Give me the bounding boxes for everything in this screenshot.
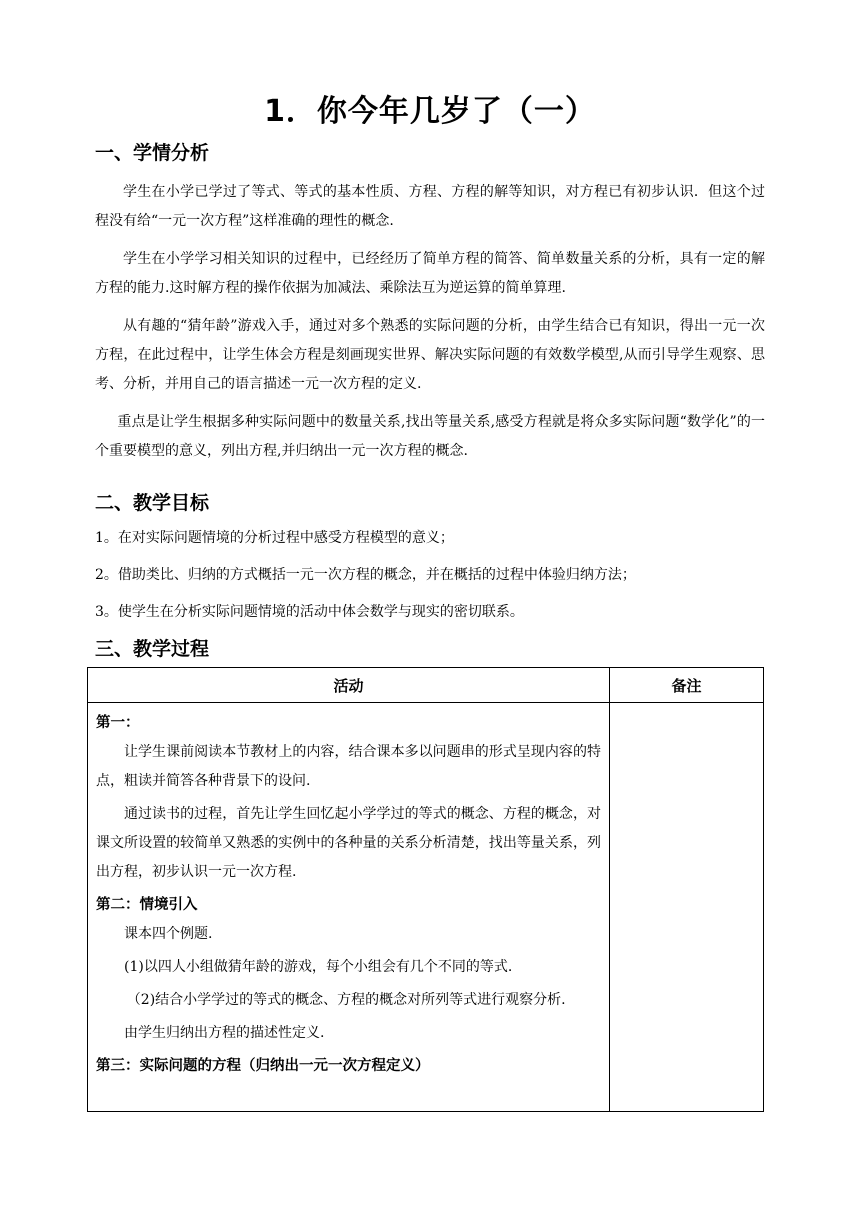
- header-notes: 备注: [610, 668, 764, 703]
- analysis-paragraph-4: 重点是让学生根据多种实际问题中的数量关系,找出等量关系,感受方程就是将众多实际问题“数学化”的一个重要模型的意义，列出方程,并归纳出一元一次方程的概念.: [95, 414, 765, 459]
- notes-cell: [610, 703, 764, 1112]
- header-activity: 活动: [88, 668, 610, 703]
- step2-paragraph-2: (1)以四人小组做猜年龄的游戏，每个小组会有几个不同的等式.: [124, 959, 513, 975]
- step2-paragraph-4: 由学生归纳出方程的描述性定义.: [124, 1025, 325, 1041]
- step2-title: 第二：情境引入: [96, 897, 198, 913]
- step1-paragraph-2: 通过读书的过程，首先让学生回忆起小学学过的等式的概念、方程的概念，对课文所设置的较简单又熟悉的实例中的各种量的关系分析清楚，找出等量关系，列出方程，初步认识一元一次方程.: [96, 806, 601, 880]
- table-header-row: [88, 668, 764, 703]
- analysis-paragraph-2: 学生在小学学习相关知识的过程中，已经经历了简单方程的简答、简单数量关系的分析，具有一定的解方程的能力.这时解方程的操作依据为加减法、乘除法互为逆运算的简单算理.: [95, 251, 765, 296]
- process-table: [87, 667, 764, 1112]
- document-title: 1．你今年几岁了（一）: [264, 94, 596, 129]
- step1-paragraph-1: 让学生课前阅读本节教材上的内容，结合课本多以问题串的形式呈现内容的特点，粗读并简答各种背景下的设问.: [96, 744, 601, 789]
- step2-paragraph-1: 课本四个例题.: [124, 926, 213, 942]
- section-heading-process: 三、教学过程: [95, 638, 210, 660]
- analysis-paragraphs: [95, 178, 765, 475]
- goal-item-2: 2。借助类比、归纳的方式概括一元一次方程的概念，并在概括的过程中体验归纳方法；: [95, 567, 636, 583]
- step3-title: 第三：实际问题的方程（归纳出一元一次方程定义）: [96, 1058, 430, 1074]
- goals-list: [95, 520, 765, 631]
- analysis-paragraph-1: 学生在小学已学过了等式、等式的基本性质、方程、方程的解等知识，对方程已有初步认识．但这个过程没有给“一元一次方程”这样准确的理性的概念.: [95, 184, 765, 229]
- goal-item-3: 3。使学生在分析实际问题情境的活动中体会数学与现实的密切联系。: [95, 604, 524, 620]
- activity-cell: [88, 703, 610, 1112]
- step1-title: 第一：: [96, 715, 140, 731]
- step2-paragraph-3: （2)结合小学学过的等式的概念、方程的概念对所列等式进行观察分析.: [126, 992, 566, 1008]
- goal-item-1: 1。在对实际问题情境的分析过程中感受方程模型的意义；: [95, 530, 454, 546]
- section-heading-analysis: 一、学情分析: [95, 142, 210, 164]
- analysis-paragraph-3: 从有趣的“猜年龄”游戏入手，通过对多个熟悉的实际问题的分析，由学生结合已有知识，得出一元一次方程，在此过程中，让学生体会方程是刻画现实世界、解决实际问题的有效数学模型,从而引导学生观察、思考、分析，并用自己的语言描述一元一次方程的定义.: [95, 318, 765, 392]
- section-heading-goals: 二、教学目标: [95, 492, 210, 514]
- table-row: [88, 703, 764, 1112]
